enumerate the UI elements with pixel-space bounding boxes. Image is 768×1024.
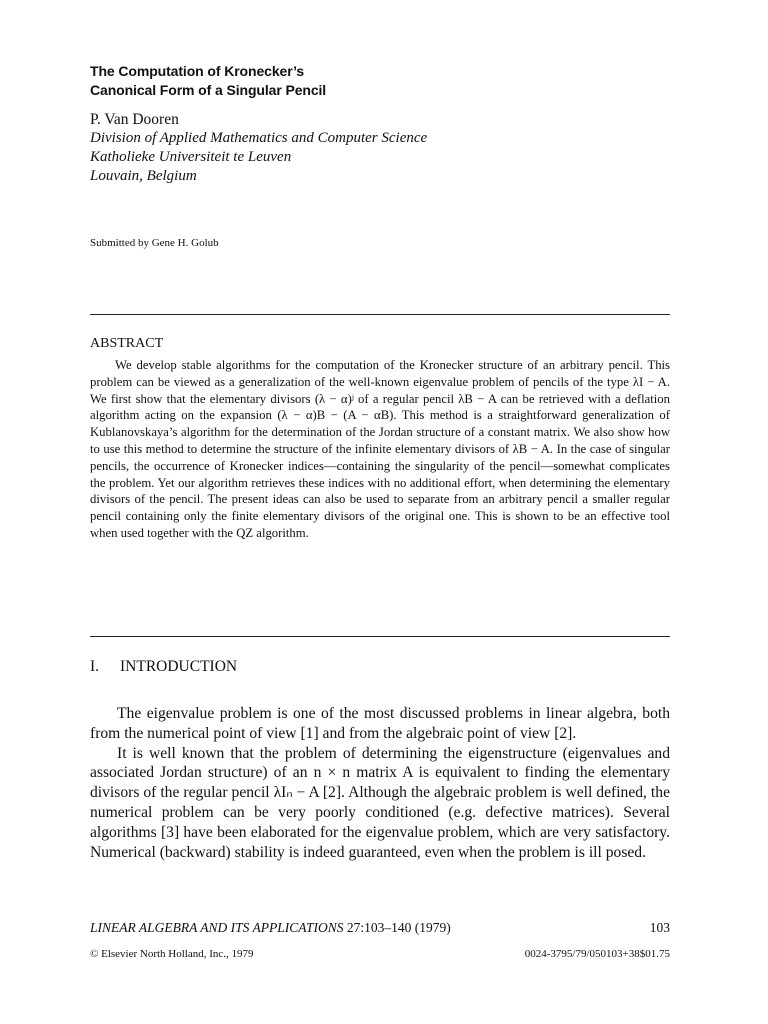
journal-citation: 27:103–140 (1979) bbox=[346, 920, 451, 935]
paper-title bbox=[90, 62, 670, 100]
introduction-body bbox=[90, 704, 670, 862]
article-code: 0024-3795/79/050103+38$01.75 bbox=[524, 948, 670, 960]
intro-paragraph-1: The eigenvalue problem is one of the most discussed problems in linear algebra, both from the numerical point of view [1] and from the algebraic point of view [2]. bbox=[90, 705, 670, 742]
section-heading bbox=[90, 658, 237, 676]
section-number: I. bbox=[90, 658, 100, 675]
author-name: P. Van Dooren bbox=[90, 111, 179, 128]
intro-paragraph-2: It is well known that the problem of determining the eigenstructure (eigenvalues and associated Jordan structure) of an n × n matrix A is equivalent to finding the elementary divisors of the regular pencil λIₙ − A [2]. Although the algebraic problem is well defined, the numerical problem can be very poorly conditioned (e.g. defective matrices). Several algorithms [3] have been elaborated for the eigenvalue problem, which are very satisfactory. Numerical (backward) stability is indeed guaranteed, even when the problem is ill posed. bbox=[90, 744, 670, 861]
abstract-heading: ABSTRACT bbox=[90, 336, 164, 351]
abstract-bottom-rule bbox=[90, 636, 670, 637]
title-line-2: Canonical Form of a Singular Pencil bbox=[90, 82, 327, 98]
abstract-top-rule bbox=[90, 314, 670, 315]
affiliation-line-2: Katholieke Universiteit te Leuven bbox=[90, 149, 292, 165]
affiliation-line-1: Division of Applied Mathematics and Computer Science bbox=[90, 130, 428, 146]
copyright-footer bbox=[90, 947, 670, 961]
title-line-1: The Computation of Kronecker’s bbox=[90, 63, 305, 79]
affiliation bbox=[90, 129, 670, 186]
submitted-by: Submitted by Gene H. Golub bbox=[90, 237, 219, 249]
copyright-notice: © Elsevier North Holland, Inc., 1979 bbox=[90, 948, 254, 960]
abstract-text: We develop stable algorithms for the computation of the Kronecker structure of an arbitrary pencil. This problem can be viewed as a generalization of the well-known eigenvalue problem of pencils of the type λI − A. We first show that the elementary divisors (λ − α)ʲ of a regular pencil λB − A can be retrieved with a deflation algorithm acting on the expansion (λ − α)B − (A − αB). This method is a straightforward generalization of Kublanovskaya’s algorithm for the determination of the Jordan structure of a constant matrix. We also show how to use this method to determine the structure of the infinite elementary divisors of λB − A. In the case of singular pencils, the occurrence of Kronecker indices—containing the singularity of the pencil—somewhat complicates the problem. Yet our algorithm retrieves these indices with no additional effort, when determining the elementary divisors of the pencil. The present ideas can also be used to separate from an arbitrary pencil a smaller regular pencil containing only the finite elementary divisors of the original one. This is shown to be an effective tool when used together with the QZ algorithm. bbox=[90, 358, 670, 540]
journal-reference bbox=[90, 920, 451, 936]
page-number: 103 bbox=[649, 920, 670, 935]
section-title: INTRODUCTION bbox=[120, 658, 238, 675]
paper-page bbox=[90, 62, 670, 960]
journal-title: LINEAR ALGEBRA AND ITS APPLICATIONS bbox=[90, 920, 344, 935]
journal-footer bbox=[90, 920, 670, 936]
affiliation-line-3: Louvain, Belgium bbox=[90, 168, 197, 184]
